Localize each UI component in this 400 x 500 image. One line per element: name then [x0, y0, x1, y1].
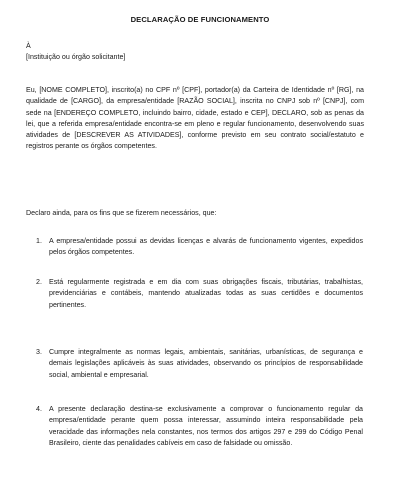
addressee-prefix: À [26, 42, 31, 50]
list-item-number: 3. [36, 348, 42, 356]
list-item-text: Está regularmente registrada e em dia com suas obrigações fiscais, tributárias, trabalhistas, previdenciárias e contábeis, mantendo atualizadas todas as suas certidões e documentos pertinentes. [49, 278, 363, 309]
list-item-number: 2. [36, 278, 42, 286]
list-item-number: 1. [36, 237, 42, 245]
document-title: DECLARAÇÃO DE FUNCIONAMENTO [130, 15, 270, 24]
list-item-text: Cumpre integralmente as normas legais, ambientais, sanitárias, urbanísticas, de segurança e demais legislações aplicáveis às suas atividades, observando os princípios de responsabilidade social, ambiental e empresarial. [49, 348, 363, 379]
list-item-text: A empresa/entidade possui as devidas licenças e alvarás de funcionamento vigentes, expedidos pelos órgãos competentes. [49, 237, 363, 257]
additional-declaration-intro: Declaro ainda, para os fins que se fizerem necessários, que: [26, 209, 217, 217]
addressee-recipient: [Instituição ou órgão solicitante] [26, 53, 126, 62]
list-item-text: A presente declaração destina-se exclusivamente a comprovar o funcionamento regular da empresa/entidade perante quem possa interessar, assumindo inteira responsabilidade pela veracidade das informações nela constantes, nos termos dos artigos 297 e 299 do Código Penal Brasileiro, ciente das penalidades cabíveis em caso de falsidade ou omissão. [49, 405, 363, 447]
list-item-number: 4. [36, 405, 42, 413]
declaration-paragraph: Eu, [NOME COMPLETO], inscrito(a) no CPF nº [CPF], portador(a) da Carteira de Identidade nº [RG], na qualidade de [CARGO], da empresa/entidade [RAZÃO SOCIAL], inscrita no CNPJ sob nº [CNPJ], com sede na [ENDEREÇO COMPLETO, incluindo bairro, cidade, estado e CEP], DECLARO, sob as penas da lei, que a referida empresa/entidade encontra-se em pleno e regular funcionamento, desenvolvendo suas atividades de [DESCREVER AS ATIVIDADES], conforme previsto em seu contrato social/estatuto e registros perante os órgãos competentes. [26, 86, 364, 151]
addressee-block [26, 41, 125, 64]
